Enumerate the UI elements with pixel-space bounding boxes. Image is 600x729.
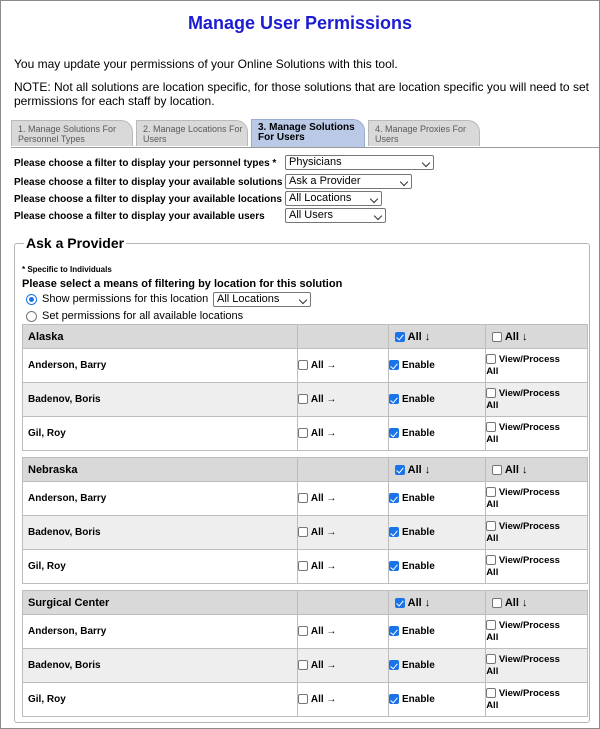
chevron-down-icon [374, 212, 382, 220]
view-process-all-label: All [486, 631, 499, 643]
enable-cell[interactable] [388, 516, 485, 550]
specific-note: * Specific to Individuals [22, 265, 112, 274]
personnel-type-select[interactable] [285, 155, 434, 170]
enable-label: Enable [401, 659, 435, 671]
all-row-cell[interactable] [297, 349, 388, 383]
location-header-row [23, 591, 588, 615]
enable-all-checkbox[interactable] [395, 598, 405, 608]
enable-checkbox[interactable] [389, 660, 399, 670]
table-row [23, 615, 588, 649]
view-all-header[interactable] [486, 325, 588, 349]
table-row [23, 516, 588, 550]
all-row-checkbox[interactable] [298, 694, 308, 704]
view-process-label: View/Process [498, 353, 560, 365]
view-process-checkbox[interactable] [486, 620, 496, 630]
tab-bar [11, 119, 599, 148]
view-all-header[interactable] [486, 591, 588, 615]
all-row-label: All → [310, 625, 337, 637]
all-row-cell[interactable] [297, 649, 388, 683]
all-row-label: All → [310, 526, 337, 538]
tab-solutions-for-users[interactable]: 3. Manage Solutions For Users [251, 119, 365, 147]
view-process-checkbox[interactable] [486, 422, 496, 432]
all-row-label: All → [310, 427, 337, 439]
view-process-checkbox[interactable] [486, 654, 496, 664]
all-row-label: All → [310, 560, 337, 572]
enable-all-header[interactable] [388, 458, 485, 482]
view-all-checkbox[interactable] [492, 598, 502, 608]
view-process-all-label: All [486, 699, 499, 711]
enable-checkbox[interactable] [389, 527, 399, 537]
radio-all-locations-label: Set permissions for all available locations [42, 310, 244, 322]
enable-cell[interactable] [388, 649, 485, 683]
view-process-cell[interactable] [486, 683, 588, 717]
enable-cell[interactable] [388, 417, 485, 451]
tab-personnel-types[interactable]: 1. Manage Solutions For Personnel Types [11, 120, 133, 146]
all-row-checkbox[interactable] [298, 360, 308, 370]
personnel-type-value: Physicians [289, 156, 342, 168]
user-name: Gil, Roy [23, 550, 298, 584]
enable-all-label: All ↓ [407, 463, 431, 476]
view-process-label: View/Process [498, 619, 560, 631]
enable-cell[interactable] [388, 683, 485, 717]
location-name: Alaska [23, 325, 298, 349]
chevron-down-icon [400, 178, 408, 186]
view-process-cell[interactable] [486, 383, 588, 417]
all-row-label: All → [310, 492, 337, 504]
enable-checkbox[interactable] [389, 493, 399, 503]
fieldset-legend: Ask a Provider [26, 235, 125, 251]
all-row-checkbox[interactable] [298, 394, 308, 404]
view-process-all-label: All [486, 433, 499, 445]
view-all-checkbox[interactable] [492, 465, 502, 475]
view-process-cell[interactable] [486, 482, 588, 516]
filter-locations-label: Please choose a filter to display your available locations [14, 194, 282, 205]
view-process-label: View/Process [498, 421, 560, 433]
tab-proxies-for-users[interactable]: 4. Manage Proxies For Users [368, 120, 480, 146]
view-process-label: View/Process [498, 554, 560, 566]
view-process-checkbox[interactable] [486, 688, 496, 698]
filter-personnel-label: Please choose a filter to display your personnel types * [14, 158, 277, 169]
all-row-checkbox[interactable] [298, 626, 308, 636]
view-all-label: All ↓ [504, 463, 528, 476]
view-process-checkbox[interactable] [486, 487, 496, 497]
enable-cell[interactable] [388, 383, 485, 417]
chevron-down-icon [299, 296, 307, 304]
page-title: Manage User Permissions [187, 13, 413, 33]
enable-cell[interactable] [388, 550, 485, 584]
radio-show-location-button[interactable] [26, 294, 37, 305]
all-row-checkbox[interactable] [298, 428, 308, 438]
view-process-label: View/Process [498, 387, 560, 399]
user-name: Badenov, Boris [23, 649, 298, 683]
table-row [23, 417, 588, 451]
enable-cell[interactable] [388, 349, 485, 383]
view-process-all-label: All [486, 498, 499, 510]
location-header-row [23, 458, 588, 482]
enable-label: Enable [401, 560, 435, 572]
view-process-all-label: All [486, 399, 499, 411]
enable-all-checkbox[interactable] [395, 332, 405, 342]
tab-locations-for-users[interactable]: 2. Manage Locations For Users [136, 120, 248, 146]
view-all-label: All ↓ [504, 330, 528, 343]
header-empty-cell [297, 591, 388, 615]
users-select[interactable] [285, 208, 386, 223]
location-table [22, 590, 588, 717]
view-process-all-label: All [486, 365, 499, 377]
view-process-label: View/Process [498, 653, 560, 665]
user-name: Anderson, Barry [23, 615, 298, 649]
view-process-all-label: All [486, 566, 499, 578]
view-process-cell[interactable] [486, 417, 588, 451]
enable-all-label: All ↓ [407, 330, 431, 343]
all-row-cell[interactable] [297, 482, 388, 516]
header-empty-cell [297, 325, 388, 349]
table-row [23, 482, 588, 516]
view-process-checkbox[interactable] [486, 388, 496, 398]
all-row-cell[interactable] [297, 615, 388, 649]
enable-all-header[interactable] [388, 591, 485, 615]
user-name: Anderson, Barry [23, 349, 298, 383]
filter-solutions-label: Please choose a filter to display your available solutions [14, 177, 283, 188]
view-process-checkbox[interactable] [486, 555, 496, 565]
all-row-checkbox[interactable] [298, 660, 308, 670]
all-row-checkbox[interactable] [298, 561, 308, 571]
enable-checkbox[interactable] [389, 428, 399, 438]
table-row [23, 649, 588, 683]
all-row-cell[interactable] [297, 417, 388, 451]
view-all-label: All ↓ [504, 596, 528, 609]
view-process-checkbox[interactable] [486, 354, 496, 364]
enable-cell[interactable] [388, 615, 485, 649]
all-row-checkbox[interactable] [298, 493, 308, 503]
filter-users-label: Please choose a filter to display your available users [14, 211, 265, 222]
intro-text: You may update your permissions of your Online Solutions with this tool. [14, 57, 398, 71]
all-row-label: All → [310, 659, 337, 671]
user-name: Gil, Roy [23, 417, 298, 451]
view-process-all-label: All [486, 532, 499, 544]
view-process-all-label: All [486, 665, 499, 677]
show-location-value: All Locations [217, 293, 280, 305]
view-process-cell[interactable] [486, 550, 588, 584]
table-row [23, 383, 588, 417]
show-location-select[interactable] [213, 292, 311, 307]
all-row-label: All → [310, 693, 337, 705]
location-table [22, 457, 588, 584]
enable-label: Enable [401, 625, 435, 637]
user-name: Anderson, Barry [23, 482, 298, 516]
enable-label: Enable [401, 526, 435, 538]
enable-checkbox[interactable] [389, 360, 399, 370]
all-row-cell[interactable] [297, 516, 388, 550]
enable-checkbox[interactable] [389, 694, 399, 704]
means-label: Please select a means of filtering by location for this solution [22, 278, 343, 290]
table-row [23, 550, 588, 584]
location-table [22, 324, 588, 451]
header-empty-cell [297, 458, 388, 482]
user-name: Gil, Roy [23, 683, 298, 717]
enable-label: Enable [401, 359, 435, 371]
enable-all-checkbox[interactable] [395, 465, 405, 475]
user-name: Badenov, Boris [23, 383, 298, 417]
locations-value: All Locations [289, 192, 352, 204]
enable-cell[interactable] [388, 482, 485, 516]
locations-select[interactable] [285, 191, 382, 206]
enable-label: Enable [401, 427, 435, 439]
view-process-cell[interactable] [486, 615, 588, 649]
enable-checkbox[interactable] [389, 394, 399, 404]
all-row-cell[interactable] [297, 550, 388, 584]
user-name: Badenov, Boris [23, 516, 298, 550]
radio-all-locations-button[interactable] [26, 311, 37, 322]
solutions-select[interactable] [285, 174, 412, 189]
enable-label: Enable [401, 393, 435, 405]
enable-all-label: All ↓ [407, 596, 431, 609]
radio-show-location-label: Show permissions for this location [42, 293, 209, 305]
chevron-down-icon [370, 195, 378, 203]
view-all-checkbox[interactable] [492, 332, 502, 342]
view-process-cell[interactable] [486, 516, 588, 550]
all-row-cell[interactable] [297, 383, 388, 417]
all-row-label: All → [310, 393, 337, 405]
enable-checkbox[interactable] [389, 626, 399, 636]
all-row-label: All → [310, 359, 337, 371]
table-row [23, 349, 588, 383]
enable-label: Enable [401, 693, 435, 705]
view-process-checkbox[interactable] [486, 521, 496, 531]
enable-label: Enable [401, 492, 435, 504]
view-process-cell[interactable] [486, 349, 588, 383]
table-row [23, 683, 588, 717]
chevron-down-icon [422, 159, 430, 167]
location-name: Nebraska [23, 458, 298, 482]
enable-checkbox[interactable] [389, 561, 399, 571]
view-process-label: View/Process [498, 520, 560, 532]
all-row-cell[interactable] [297, 683, 388, 717]
view-all-header[interactable] [486, 458, 588, 482]
view-process-label: View/Process [498, 486, 560, 498]
enable-all-header[interactable] [388, 325, 485, 349]
note-text: NOTE: Not all solutions are location specific, for those solutions that are location specific you will need to set permissions for each staff by location. [14, 80, 589, 108]
all-row-checkbox[interactable] [298, 527, 308, 537]
view-process-label: View/Process [498, 687, 560, 699]
location-header-row [23, 325, 588, 349]
solutions-value: Ask a Provider [289, 175, 361, 187]
users-value: All Users [289, 209, 334, 221]
view-process-cell[interactable] [486, 649, 588, 683]
location-name: Surgical Center [23, 591, 298, 615]
